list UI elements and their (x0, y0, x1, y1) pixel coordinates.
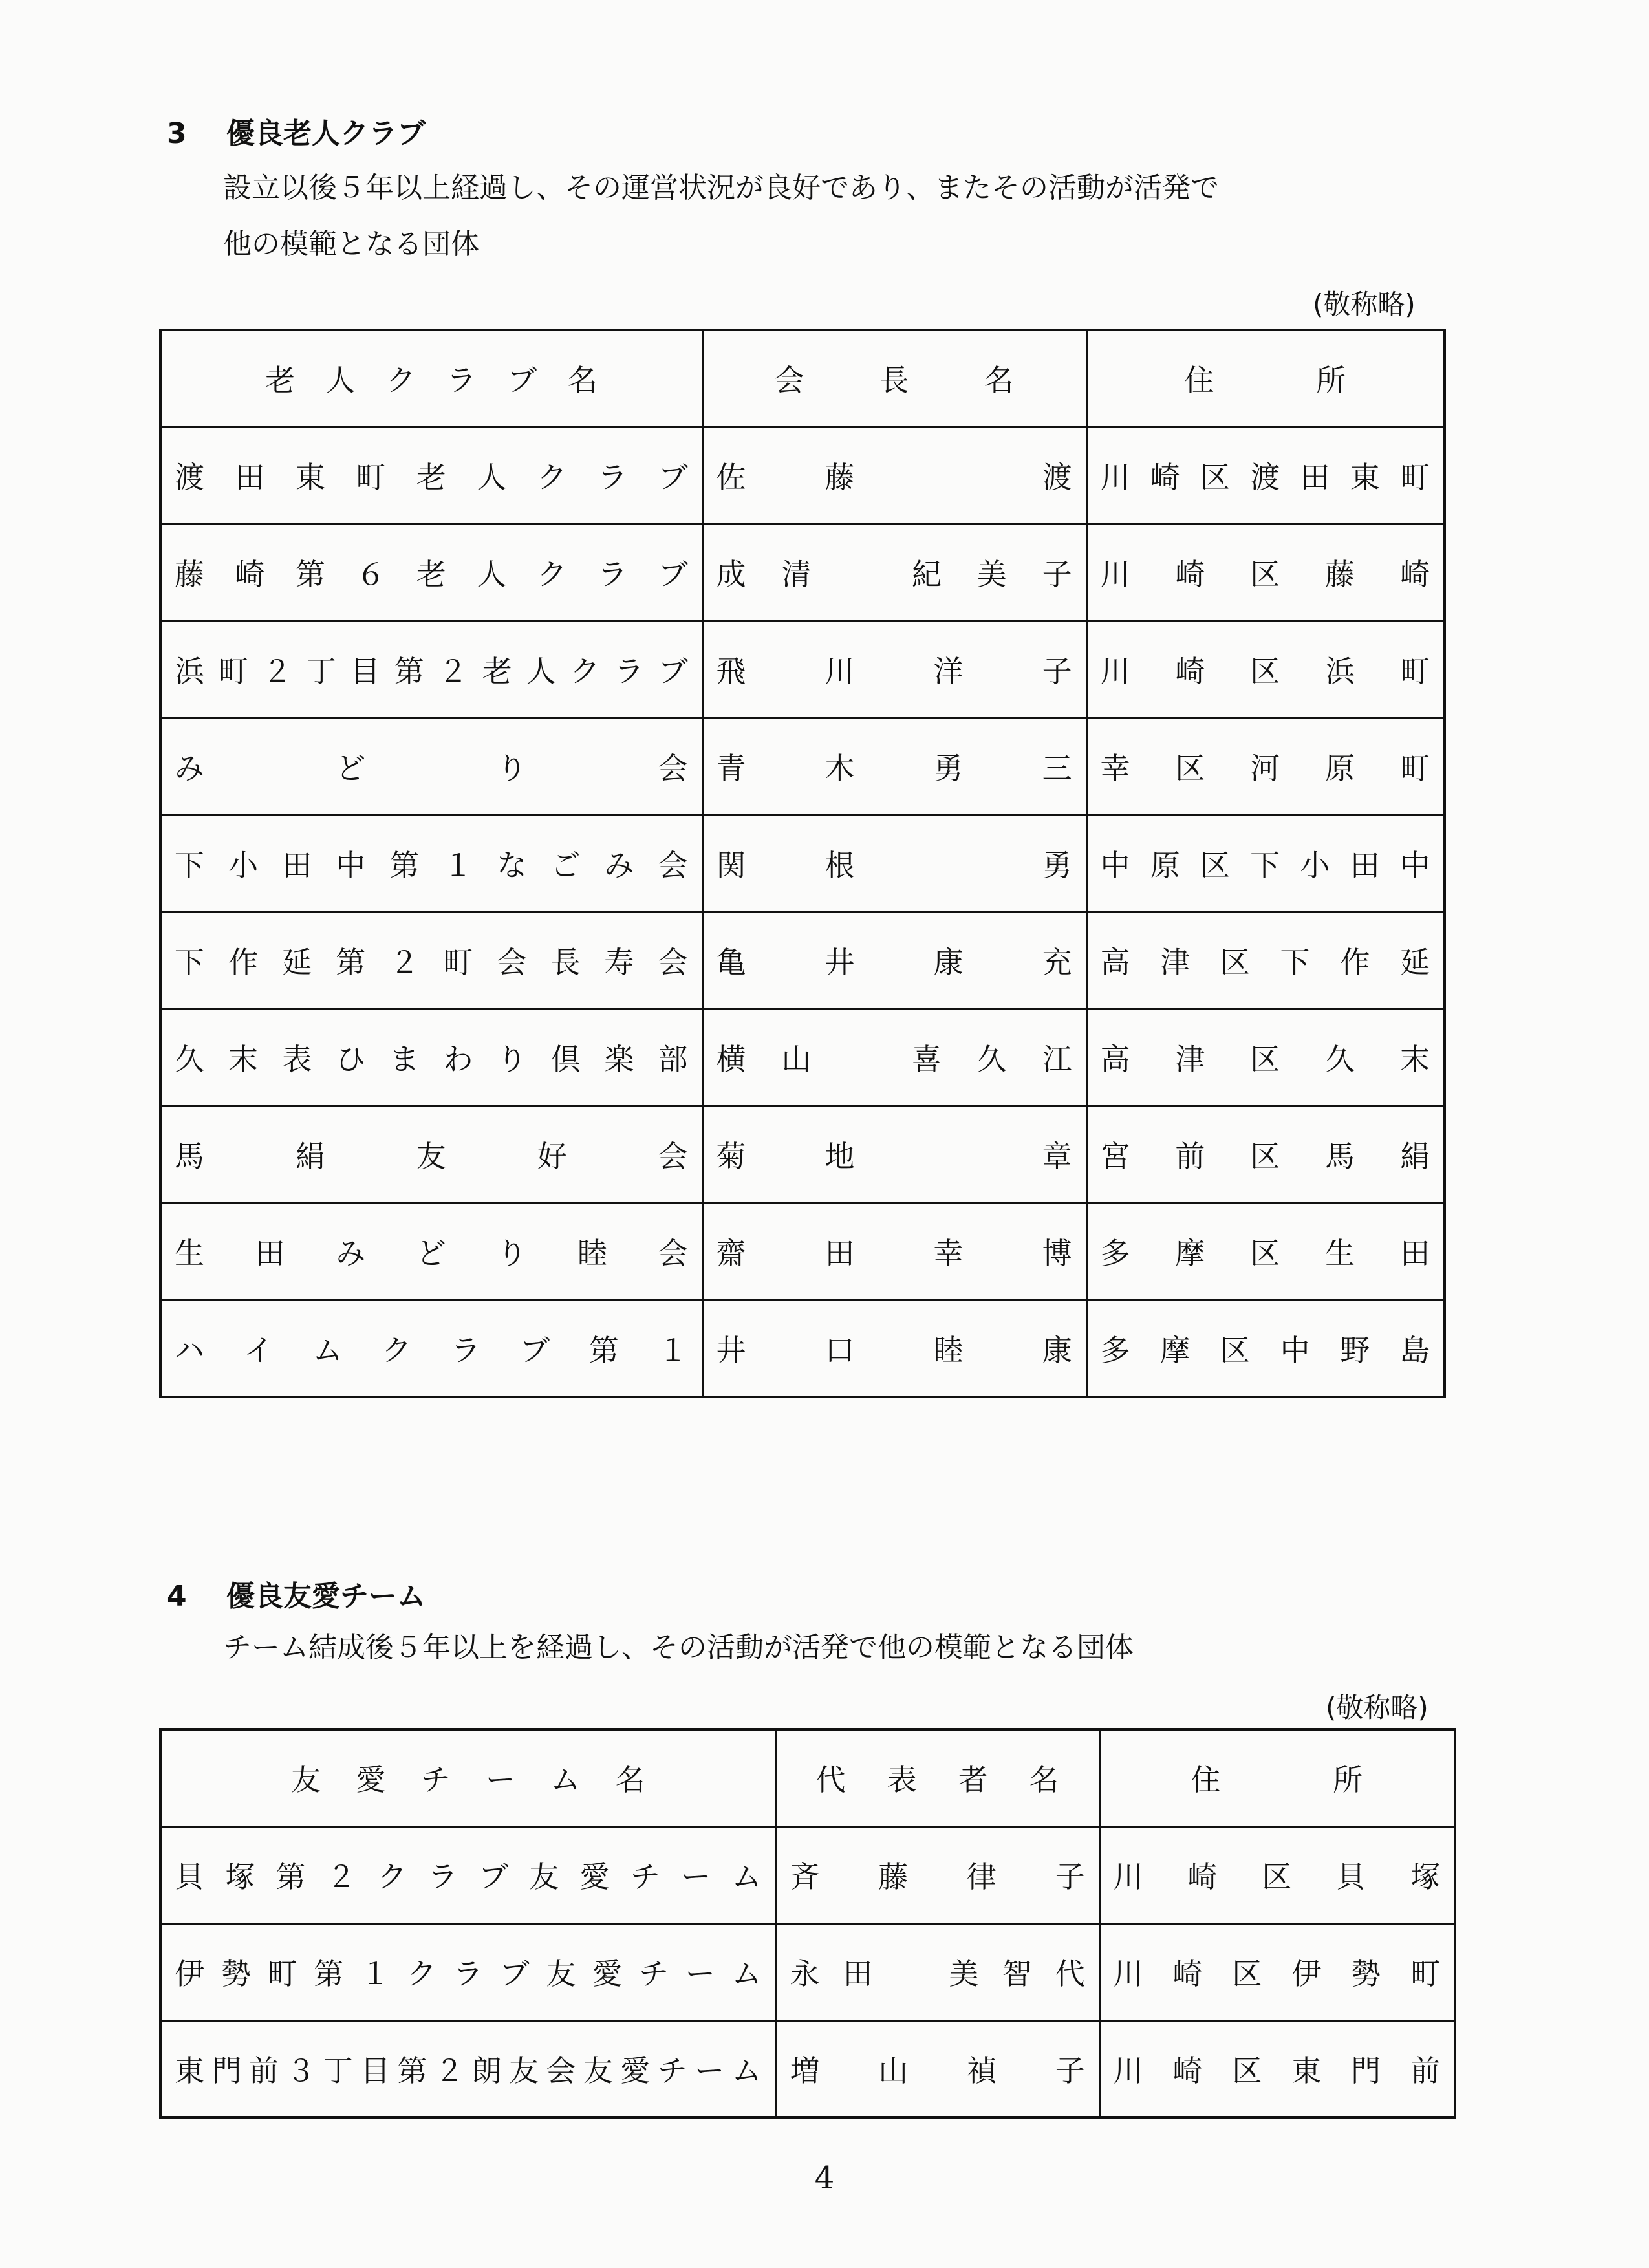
name-text: 久末表ひまわり倶楽部 (175, 1042, 689, 1077)
section-4-description-1: チーム結成後５年以上を経過し、その活動が活発で他の模範となる団体 (223, 1631, 1134, 1664)
table-header-row (160, 1729, 1455, 1826)
address-text: 川崎区浜町 (1100, 654, 1430, 689)
representative-text: 増山禎子 (790, 2053, 1086, 2088)
friendship-team-table (159, 1728, 1456, 2119)
section-3-honorific-note: (敬称略) (1313, 288, 1416, 320)
representative-cell (702, 1300, 1086, 1397)
page-number: 4 (814, 2160, 835, 2196)
address-cell (1099, 1826, 1455, 1923)
representative-cell (702, 718, 1086, 815)
name-text: 下小田中第１なごみ会 (175, 848, 689, 883)
representative-cell (702, 427, 1086, 524)
representative-text: 成清 紀美子 (716, 557, 1073, 592)
representative-cell (702, 524, 1086, 621)
representative-text: 永田 美智代 (790, 1956, 1086, 1991)
address-text: 中原区下小田中 (1100, 848, 1430, 883)
representative-text: 菊地 章 (716, 1139, 1073, 1174)
representative-cell (702, 1106, 1086, 1203)
header-name (160, 1729, 776, 1826)
section-3-number: 3 (167, 117, 187, 150)
address-text: 多摩区中野島 (1100, 1332, 1430, 1368)
name-text: 馬絹友好会 (175, 1139, 689, 1174)
name-cell (160, 912, 702, 1009)
representative-cell (776, 2020, 1099, 2117)
representative-text: 佐藤 渡 (716, 460, 1073, 495)
name-cell (160, 1826, 776, 1923)
name-text: 藤崎第６老人クラブ (175, 557, 689, 592)
representative-text: 斉藤律子 (790, 1859, 1086, 1894)
header-representative (776, 1729, 1099, 1826)
address-cell (1086, 1203, 1445, 1300)
address-cell (1086, 524, 1445, 621)
section-3-heading (167, 110, 426, 151)
representative-cell (702, 912, 1086, 1009)
header-address (1099, 1729, 1455, 1826)
address-cell (1086, 718, 1445, 815)
table-row (160, 1009, 1445, 1106)
representative-text: 横山 喜久江 (716, 1042, 1073, 1077)
address-text: 高津区下作延 (1100, 945, 1430, 980)
name-cell (160, 815, 702, 912)
name-cell (160, 1203, 702, 1300)
representative-cell (702, 621, 1086, 718)
header-representative-label: 会長名 (774, 363, 1015, 398)
section-4-honorific-note: (敬称略) (1326, 1692, 1428, 1723)
address-cell (1086, 621, 1445, 718)
name-cell (160, 427, 702, 524)
table-row (160, 1300, 1445, 1397)
representative-cell (702, 1009, 1086, 1106)
address-text: 川崎区伊勢町 (1113, 1956, 1441, 1991)
name-text: 渡田東町老人クラブ (175, 460, 689, 495)
address-text: 高津区久末 (1100, 1042, 1430, 1077)
address-text: 川崎区東門前 (1113, 2053, 1441, 2088)
representative-cell (702, 815, 1086, 912)
name-cell (160, 1300, 702, 1397)
name-cell (160, 1009, 702, 1106)
address-cell (1086, 427, 1445, 524)
name-text: 東門前３丁目第２朗友会友愛チーム (175, 2053, 762, 2088)
header-representative (702, 330, 1086, 427)
address-cell (1086, 1009, 1445, 1106)
address-text: 幸区河原町 (1100, 751, 1430, 786)
table-header-row (160, 330, 1445, 427)
header-name (160, 330, 702, 427)
table-row (160, 1826, 1455, 1923)
representative-text: 齋田幸博 (716, 1236, 1073, 1271)
table-row (160, 718, 1445, 815)
name-cell (160, 621, 702, 718)
representative-text: 亀井康充 (716, 945, 1073, 980)
table-row (160, 427, 1445, 524)
name-text: ハイムクラブ第１ (175, 1332, 689, 1368)
header-address (1086, 330, 1445, 427)
table-row (160, 815, 1445, 912)
address-text: 宮前区馬絹 (1100, 1139, 1430, 1174)
address-text: 川崎区渡田東町 (1100, 460, 1430, 495)
representative-cell (776, 1923, 1099, 2020)
section-3-description-1: 設立以後５年以上経過し、その運営状況が良好であり、またその活動が活発で (223, 171, 1219, 204)
representative-text: 飛川洋子 (716, 654, 1073, 689)
representative-cell (702, 1203, 1086, 1300)
address-cell (1099, 2020, 1455, 2117)
name-cell (160, 1106, 702, 1203)
section-4-heading (167, 1573, 426, 1614)
representative-text: 青木勇三 (716, 751, 1073, 786)
name-cell (160, 524, 702, 621)
name-text: みどり会 (175, 751, 689, 786)
table-row (160, 2020, 1455, 2117)
table-row (160, 1106, 1445, 1203)
address-text: 川崎区藤崎 (1100, 557, 1430, 592)
name-text: 下作延第２町会長寿会 (175, 945, 689, 980)
name-cell (160, 718, 702, 815)
name-cell (160, 1923, 776, 2020)
table-row (160, 621, 1445, 718)
address-text: 多摩区生田 (1100, 1236, 1430, 1271)
address-text: 川崎区貝塚 (1113, 1859, 1441, 1894)
section-3-description-2: 他の模範となる団体 (223, 228, 479, 261)
representative-cell (776, 1826, 1099, 1923)
address-cell (1086, 815, 1445, 912)
header-address-label: 住所 (1191, 1762, 1363, 1798)
representative-text: 関根 勇 (716, 848, 1073, 883)
section-4-number: 4 (167, 1580, 187, 1613)
address-cell (1086, 1106, 1445, 1203)
section-4-title: 優良友愛チーム (226, 1580, 426, 1613)
section-3-title: 優良老人クラブ (226, 117, 426, 150)
name-text: 生田みどり睦会 (175, 1236, 689, 1271)
address-cell (1086, 912, 1445, 1009)
name-text: 伊勢町第１クラブ友愛チーム (175, 1956, 762, 1991)
address-cell (1086, 1300, 1445, 1397)
table-row (160, 524, 1445, 621)
header-name-label: 友愛チーム名 (291, 1762, 646, 1798)
table-row (160, 912, 1445, 1009)
name-text: 貝塚第２クラブ友愛チーム (175, 1859, 762, 1894)
header-name-label: 老人クラブ名 (265, 363, 598, 398)
representative-text: 井口睦康 (716, 1332, 1073, 1368)
name-cell (160, 2020, 776, 2117)
senior-club-table (159, 329, 1446, 1398)
table-row (160, 1923, 1455, 2020)
table-row (160, 1203, 1445, 1300)
header-address-label: 住所 (1184, 363, 1346, 398)
header-representative-label: 代表者名 (815, 1762, 1060, 1798)
name-text: 浜町２丁目第２老人クラブ (175, 654, 689, 689)
address-cell (1099, 1923, 1455, 2020)
